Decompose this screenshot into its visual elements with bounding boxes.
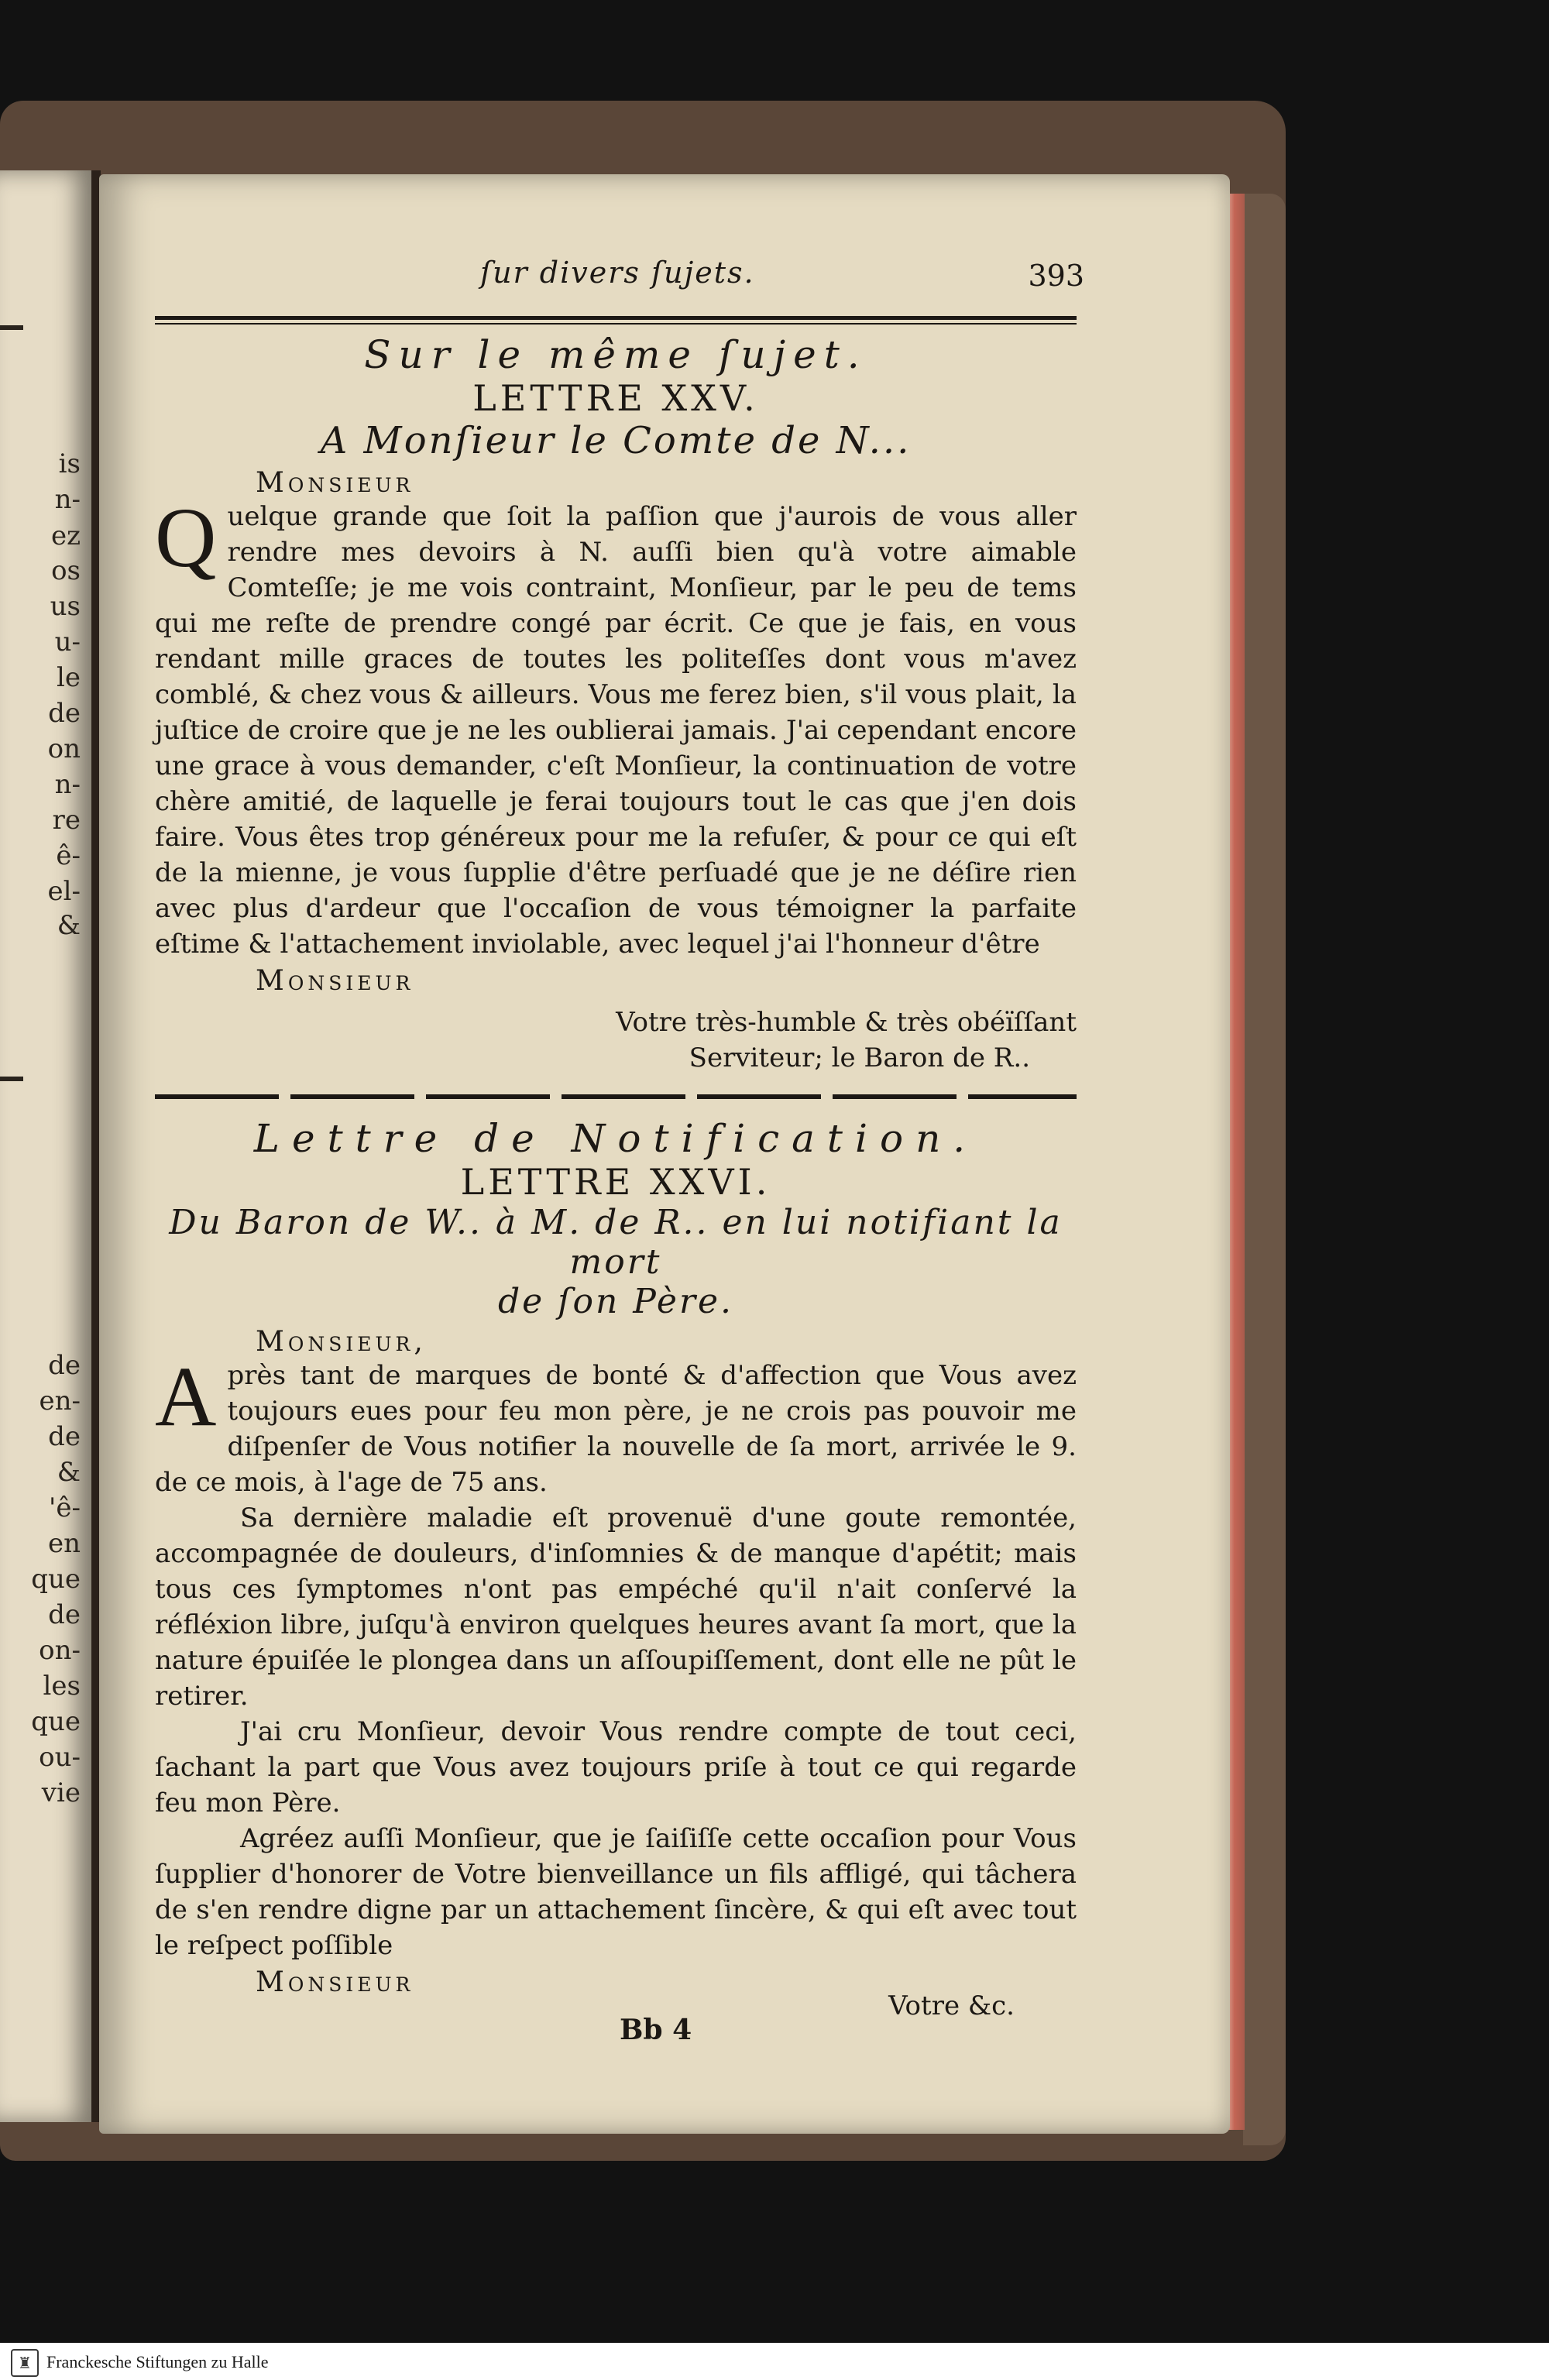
left-fragment: & [57, 910, 81, 941]
signature-line: Votre très-humble & très obéïſſant [616, 1007, 1077, 1038]
letter-paragraph [155, 1349, 1077, 1500]
left-fragment: de [48, 698, 81, 729]
left-fragment: on [47, 733, 81, 764]
closing-formula: Votre &c. [888, 1990, 1015, 2021]
left-rule [0, 325, 23, 330]
footer-bar [0, 2343, 1549, 2380]
left-fragment: ou- [39, 1742, 81, 1773]
letter-25 [155, 332, 1077, 1076]
left-page-fragments [0, 170, 93, 2122]
left-fragment: vie [41, 1777, 81, 1808]
left-fragment: re [52, 805, 81, 836]
drop-cap: Q [155, 490, 217, 585]
page-number: 393 [1028, 259, 1084, 293]
left-fragment: que [31, 1564, 81, 1595]
left-fragment: en [47, 1528, 81, 1559]
signature-mark: Bb 4 [620, 2014, 692, 2046]
left-page [0, 170, 93, 2122]
letter-paragraph [155, 490, 1077, 962]
page-content [155, 256, 1084, 2060]
left-fragment: n- [54, 484, 81, 515]
left-fragment: is [58, 448, 81, 479]
page-foot [155, 1990, 1077, 2060]
left-fragment: n- [54, 769, 81, 800]
left-fragment: que [31, 1706, 81, 1737]
left-fragment: les [43, 1671, 81, 1702]
salutation: Monsieur [256, 467, 414, 499]
left-fragment: el- [47, 876, 81, 907]
letter-addressee: Du Baron de W.. à M. de R.. en lui notifiant la mort [169, 1203, 1063, 1282]
left-fragment: u- [54, 627, 81, 658]
letter-paragraph: Agréez auſſi Monſieur, que je ſaiſiſſe cette occaſion pour Vous ſupplier d'honorer de Votre bienveillance un fils affligé, qui tâchera de s'en rendre digne par un attachement ſincère, & qui eſt avec tout le reſpect poſſible [155, 1823, 1077, 1961]
paragraph-text: près tant de marques de bonté & d'affection que Vous avez toujours eues pour feu mon père, je ne crois pas pouvoir me diſpenſer de Vous notifier la nouvelle de ſa mort, arrivée le 9. de ce mois, à l'age de 75 ans. [155, 1360, 1077, 1498]
foundation-logo-icon: ♜ [11, 2349, 39, 2377]
left-fragment: de [48, 1350, 81, 1381]
left-fragment: en- [39, 1386, 81, 1417]
left-fragment: 'ê- [49, 1492, 81, 1523]
letter-paragraph: J'ai cru Monſieur, devoir Vous rendre compte de tout ceci, ſachant la part que Vous avez toujours priſe à tout ce qui regarde feu mon Père. [155, 1716, 1077, 1818]
drop-cap: A [155, 1349, 217, 1444]
left-fragment: us [50, 591, 81, 622]
letter-addressee: de ſon Père. [497, 1282, 734, 1321]
letter-26 [155, 1116, 1077, 2060]
letter-subject: Sur le même ſujet. [364, 332, 867, 377]
section-rule [155, 1094, 1077, 1099]
left-fragment: & [57, 1457, 81, 1488]
left-fragment: os [51, 555, 81, 586]
footer-institution: Franckesche Stiftungen zu Halle [46, 2352, 269, 2371]
letter-paragraph: Sa dernière maladie eſt provenuë d'une goute remontée, accompagnée de douleurs, d'inſomnies & de manque d'apétit; mais tous ces ſymptomes n'ont pas empéché qu'il n'ait conſervé la réfléxion libre, juſqu'à environ quelques heures avant ſa mort, que la nature épuiſée le plongea dans un aſſoupiſſement, dont elle ne pût le retirer. [155, 1503, 1077, 1712]
left-rule [0, 1077, 23, 1081]
red-page-edge [1228, 194, 1245, 2130]
letter-subject: Lettre de Notification. [253, 1116, 978, 1161]
left-fragment: le [57, 662, 81, 693]
left-fragment: on- [39, 1635, 81, 1666]
closing-salutation: Monsieur [256, 965, 414, 997]
running-head [155, 256, 1084, 310]
left-fragment: ez [50, 520, 81, 551]
left-fragment: de [48, 1599, 81, 1630]
left-fragment: ê- [56, 840, 81, 871]
closing-salutation: Monsieur [256, 1966, 414, 1998]
salutation: Monsieur, [256, 1326, 427, 1358]
book-cover-edge [1243, 194, 1286, 2145]
signature-line: Serviteur; le Baron de R.. [689, 1042, 1030, 1073]
letter-addressee: A Monſieur le Comte de N... [320, 419, 912, 462]
letter-number: LETTRE XXVI. [460, 1161, 771, 1203]
running-head-title: ſur divers ſujets. [480, 256, 755, 290]
left-fragment: de [48, 1421, 81, 1452]
letter-number: LETTRE XXV. [472, 377, 759, 419]
paragraph-text: uelque grande que ſoit la paſſion que j'aurois de vous aller rendre mes devoirs à N. auſſi bien qu'à votre aimable Comteſſe; je me vois contraint, Monſieur, par le peu de tems qui me reſte de prendre congé par écrit. Ce que je fais, en vous rendant mille graces de toutes les politeſſes dont vous m'avez comblé, & chez vous & ailleurs. Vous me ferez bien, s'il vous plait, la juſtice de croire que je ne les oublierai jamais. J'ai cependant encore une grace à vous demander, c'eſt Monſieur, la continuation de votre chère amitié, de laquelle je ferai toujours tout le cas que j'en dois faire. Vous êtes trop généreux pour me la refuſer, & pour ce qui eſt de la mienne, je vous ſupplie d'être perſuadé que je ne déſire rien avec plus d'ardeur que l'occaſion de vous témoigner la parfaite eſtime & l'attachement inviolable, avec lequel j'ai l'honneur d'être [155, 501, 1077, 960]
header-rule [155, 316, 1077, 325]
